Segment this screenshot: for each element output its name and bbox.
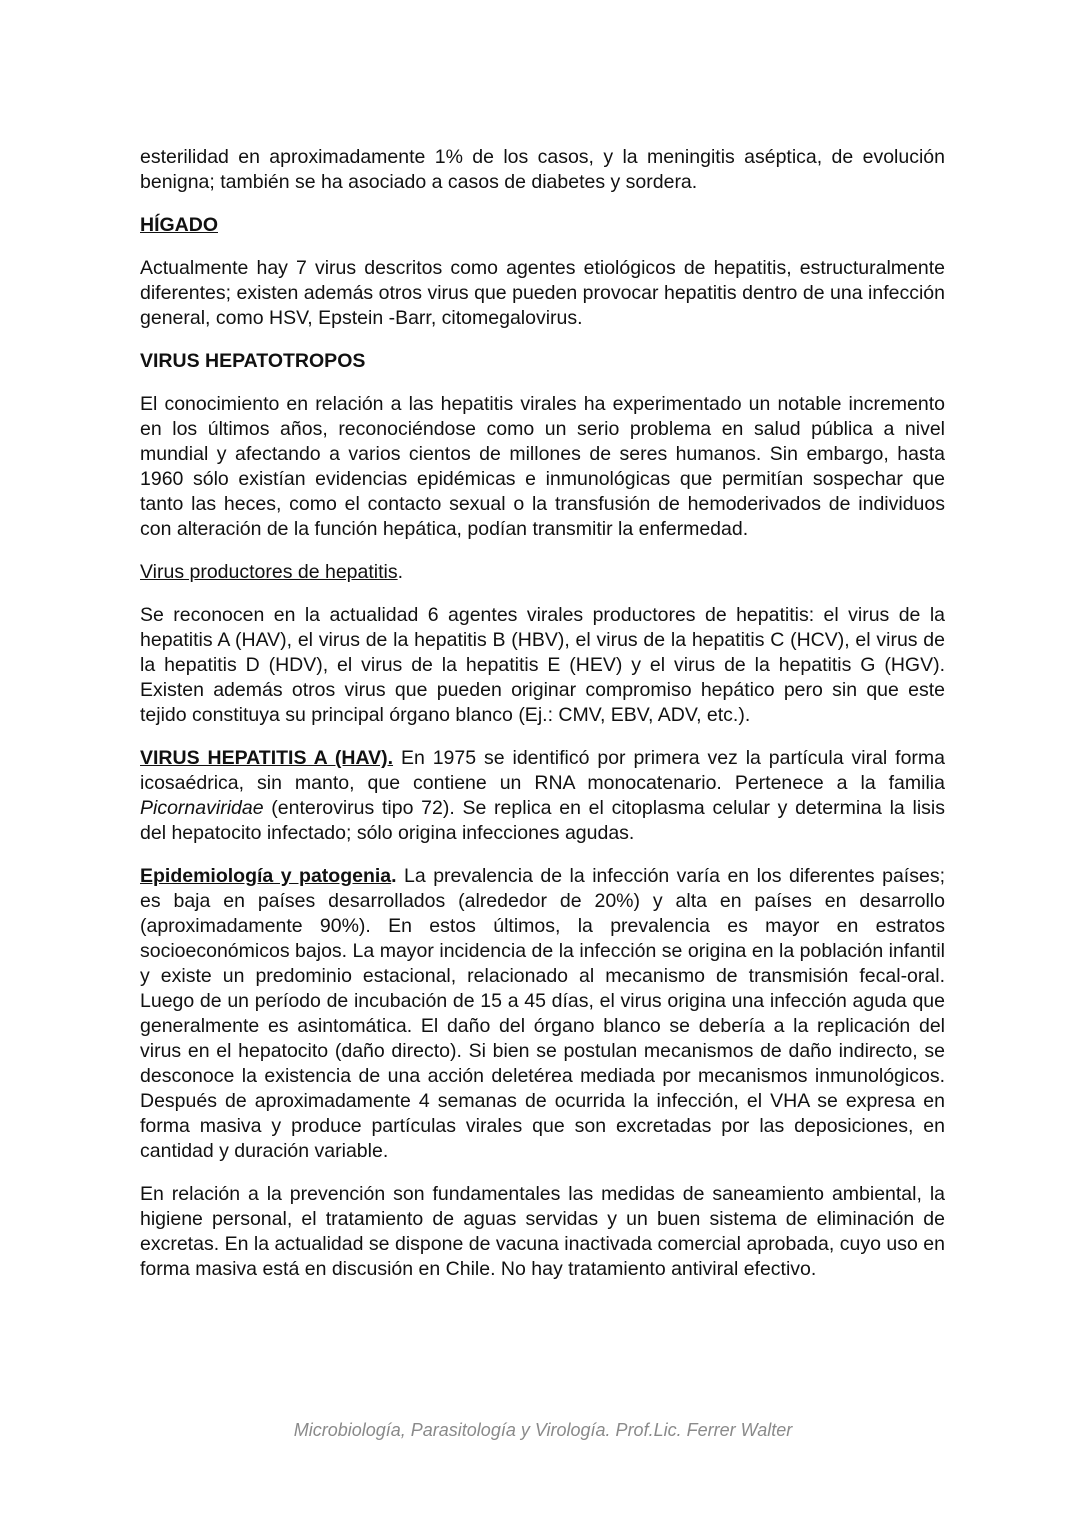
epidemiologia-paragraph — [140, 864, 945, 1164]
higado-paragraph: Actualmente hay 7 virus descritos como agentes etiológicos de hepatitis, estructuralmente diferentes; existen además otros virus que pueden provocar hepatitis dentro de una infección general, como HSV, Epstein -Barr, citomegalovirus. — [140, 257, 945, 329]
epidemiologia-text: La prevalencia de la infección varía en los diferentes países; es baja en países desarrollados (alrededor de 20%) y alta en países en desarrollo (aproximadamente 90%). En estos últimos, la prevalencia es mayor en estratos socioeconómicos bajos. La mayor incidencia de la infección se origina en la población infantil y existe un predominio estacional, relacionado al mecanismo de transmisión fecal-oral. Luego de un período de incubación de 15 a 45 días, el virus origina una infección aguda que generalmente es asintomática. El daño del órgano blanco se debería a la replicación del virus en el hepatocito (daño directo). Si bien se postulan mecanismos de daño indirecto, se desconoce la existencia de una acción deletérea mediada por mecanismos inmunológicos. Después de aproximadamente 4 semanas de ocurrida la infección, el VHA se expresa en forma masiva y produce partículas virales que son excretadas por las deposiciones, en cantidad y duración variable. — [140, 865, 945, 1162]
subheading-productores-label: Virus productores de hepatitis — [140, 561, 398, 583]
prevencion-paragraph: En relación a la prevención son fundamentales las medidas de saneamiento ambiental, la higiene personal, el tratamiento de aguas servidas y un buen sistema de eliminación de excretas. En la actualidad se dispone de vacuna inactivada comercial aprobada, cuyo uso en forma masiva está en discusión en Chile. No hay tratamiento antiviral efectivo. — [140, 1183, 945, 1280]
hav-text-1: En 1975 se identificó por primera vez la partícula viral forma icosaédrica, sin manto, que contiene un RNA monocatenario. Pertenece a la familia — [140, 747, 945, 794]
subheading-productores — [140, 560, 945, 585]
section-heading-hepatotropos: VIRUS HEPATOTROPOS — [140, 350, 366, 372]
epidemiologia-title: Epidemiología y patogenia — [140, 865, 392, 887]
conocimiento-paragraph: El conocimiento en relación a las hepatitis virales ha experimentado un notable incremento en los últimos años, reconociéndose como un serio problema en salud pública a nivel mundial y afectando a varios cientos de millones de seres humanos. Sin embargo, hasta 1960 sólo existían evidencias epidémicas e inmunológicas que permitían sospechar que tanto las heces, como el contacto sexual o la transfusión de hemoderivados de individuos con alteración de la función hepática, podían transmitir la enfermedad. — [140, 393, 945, 540]
hav-text-2: (enterovirus tipo 72). Se replica en el citoplasma celular y determina la lisis del hepatocito infectado; sólo origina infecciones agudas. — [140, 797, 945, 844]
subheading-productores-dot: . — [397, 561, 404, 583]
hav-title: VIRUS HEPATITIS A (HAV). — [140, 747, 394, 769]
agentes-paragraph: Se reconocen en la actualidad 6 agentes virales productores de hepatitis: el virus de la hepatitis A (HAV), el virus de la hepatitis B (HBV), el virus de la hepatitis C (HCV), el virus de la hepatitis D (HDV), el virus de la hepatitis E (HEV) y el virus de la hepatitis G (HGV). Existen además otros virus que pueden originar compromiso hepático pero sin que este tejido constituya su principal órgano blanco (Ej.: CMV, EBV, ADV, etc.). — [140, 604, 945, 726]
intro-paragraph: esterilidad en aproximadamente 1% de los casos, y la meningitis aséptica, de evolución benigna; también se ha asociado a casos de diabetes y sordera. — [140, 146, 945, 193]
section-heading-higado: HÍGADO — [140, 214, 218, 236]
hav-family: Picornaviridae — [140, 797, 264, 819]
page-footer: Microbiología, Parasitología y Virología. Prof.Lic. Ferrer Walter — [293, 1420, 793, 1440]
epidemiologia-dot: . — [391, 865, 397, 887]
hav-paragraph — [140, 746, 945, 846]
document-body — [140, 145, 945, 1282]
